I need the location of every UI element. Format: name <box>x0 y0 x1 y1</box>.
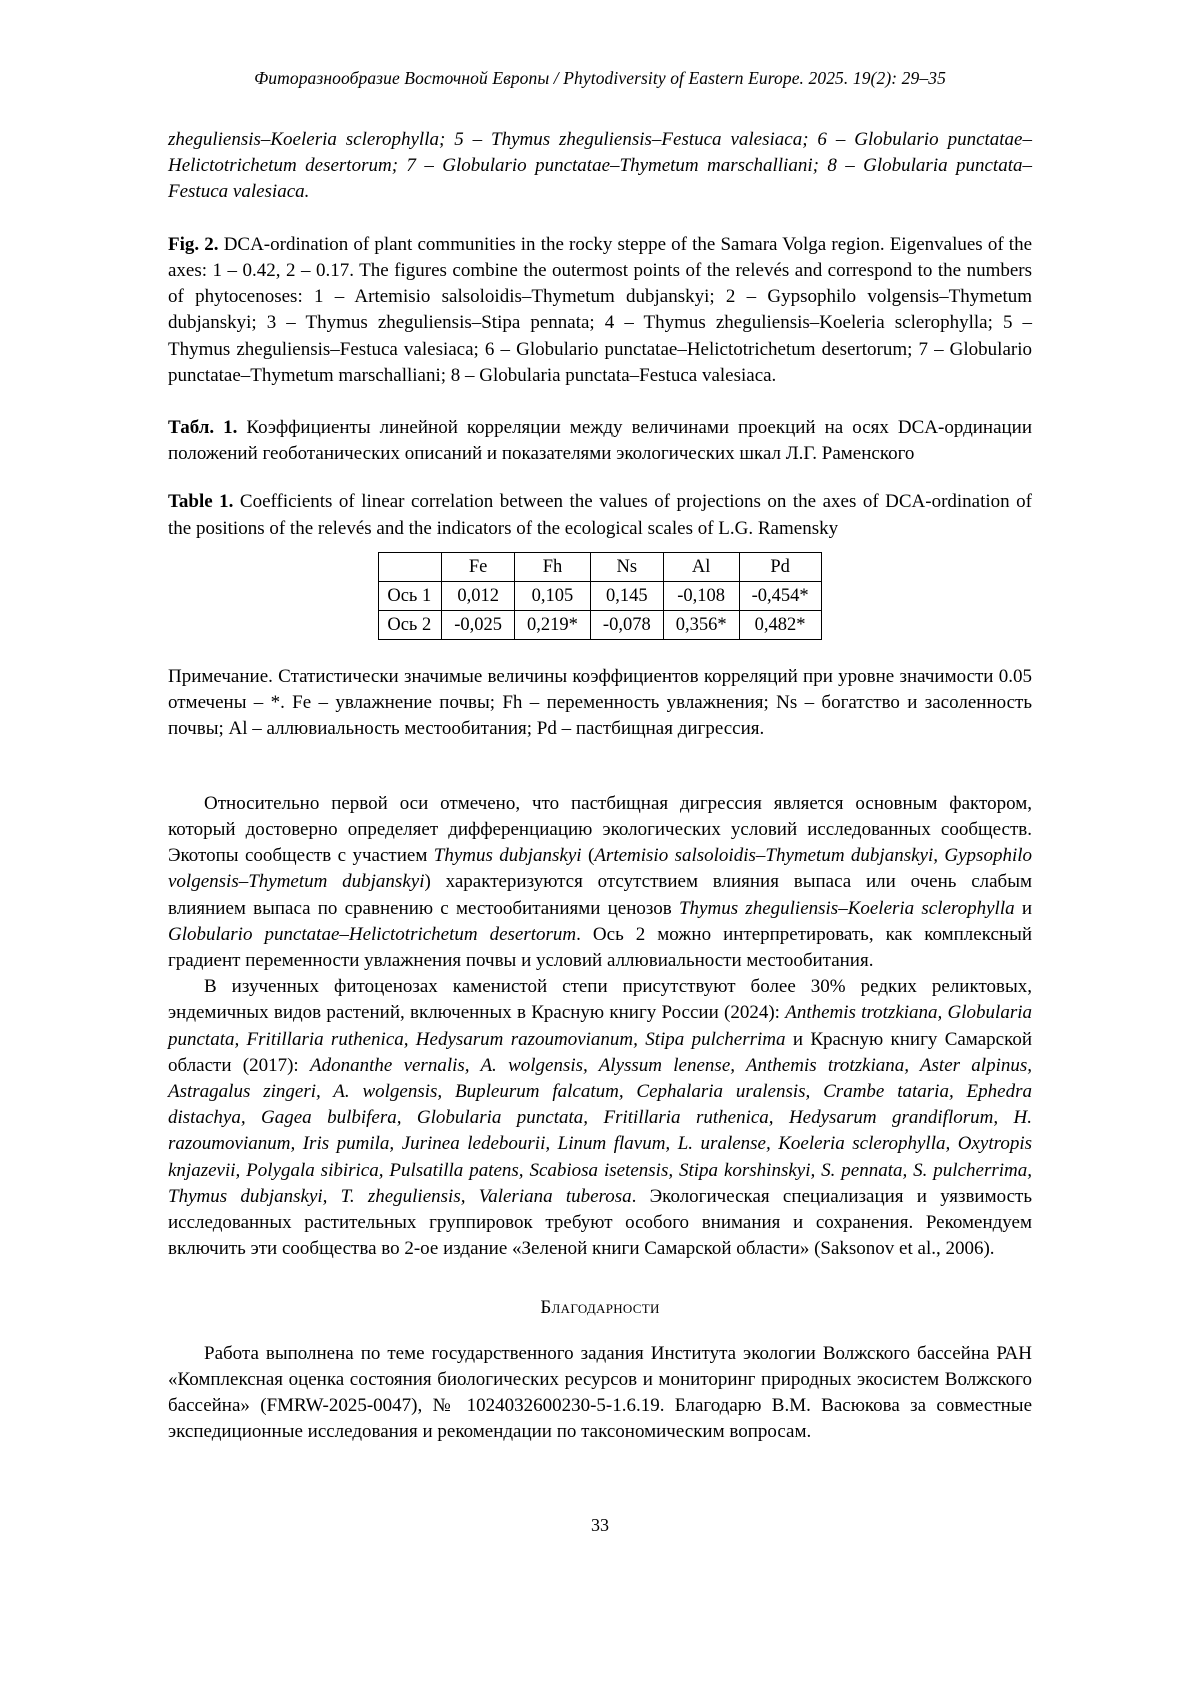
page-number: 33 <box>591 1515 609 1536</box>
table-row-header: Ось 1 <box>379 581 442 610</box>
taxon-list: Anthemis trotzkiana, Globularia punctata, Fritillaria ruthenica, Hedysarum razoumovianum, Stipa pulcherrima <box>168 1002 1032 1050</box>
spacer <box>168 650 1032 664</box>
table-cell: 0,105 <box>515 581 591 610</box>
table-caption-ru-text: Коэффициенты линейной корреляции между величинами проекций на осях DCA-ординации положений геоботанических описаний и показателями экологических шкал Л.Г. Раменского <box>168 416 1033 465</box>
body-text: . Ось 2 можно интерпретировать, как комплексный градиент переменности увлажнения почвы и условий аллювиальности местообитания. <box>168 923 1032 971</box>
table-cell: -0,025 <box>442 610 515 639</box>
table-cell: 0,145 <box>590 581 663 610</box>
table-caption-en-label: Table 1. <box>168 491 234 513</box>
table-cell: -0,078 <box>590 610 663 639</box>
table-cell: -0,454* <box>739 581 821 610</box>
table-column-header: Fh <box>515 552 591 581</box>
table-caption-en-text: Coefficients of linear correlation between the values of projections on the axes of DCA-ordination of the positions of the relevés and the indicators of the ecological scales of L.G. Ramensky <box>168 491 1032 539</box>
body-text: . Экологическая специализация и уязвимость исследованных растительных группировок требуют особого внимания и сохранения. Рекомендуем включить эти сообщества во 2-ое издание «Зеленой книги Самарской области» (Saksonov et al., 2006). <box>168 1185 1032 1260</box>
body-text: В изученных фитоценозах каменистой степи присутствуют более 30% редких реликтовых, эндемичных видов растений, включенных в Красную книгу России (2024): <box>168 976 1032 1024</box>
taxon-list: Adonanthe vernalis, A. wolgensis, Alyssum lenense, Anthemis trotzkiana, Aster alpinus, Astragalus zingeri, A. wolgensis, Bupleurum falcatum, Cephalaria uralensis, Crambe tataria, Ephedra distachya, Gagea bulbifera, Globularia punctata, Fritillaria ruthenica, Hedysarum grandiflorum, H. razoumovianum, Iris pumila, Jurinea ledebourii, Linum flavum, L. uralense, Koeleria sclerophylla, Oxytropis knjazevii, Polygala sibirica, Pulsatilla patens, Scabiosa isetensis, Stipa korshinskyi, S. pennata, S. pulcherrima, Thymus dubjanskyi, T. zheguliensis, Valeriana tuberosa <box>168 1054 1032 1207</box>
table-column-header: Al <box>663 552 739 581</box>
table-header-row <box>379 552 821 581</box>
taxon-name: Artemisio salsoloidis–Thymetum dubjanskyi, Gypsophilo volgensis–Thymetum dubjanskyi <box>168 845 1033 893</box>
body-text: Относительно первой оси отмечено, что пастбищная дигрессия является основным фактором, который достоверно определяет дифференциацию экологических условий исследованных сообществ. Экотопы сообществ с участием <box>168 792 1032 867</box>
figure-caption <box>168 232 1032 389</box>
taxon-name: Thymus zheguliensis–Koeleria sclerophylla <box>678 897 1015 919</box>
table-row-header: Ось 2 <box>379 610 442 639</box>
body-paragraph-1 <box>168 791 1032 975</box>
taxon-name: Globulario punctatae–Helictotrichetum desertorum <box>168 923 577 945</box>
acknowledgements-paragraph: Работа выполнена по теме государственного задания Института экологии Волжского бассейна РАН «Комплексная оценка состояния биологических ресурсов и мониторинг природных экосистем Волжского бассейна» (FMRW-2025-0047), № 1024032600230-5-1.6.19. Благодарю В.М. Васюкова за совместные экспедиционные исследования и рекомендации по таксономическим вопросам. <box>168 1342 1032 1443</box>
table-note: Примечание. Статистически значимые величины коэффициентов корреляций при уровне значимости 0.05 отмечены – *. Fe – увлажнение почвы; Fh – переменность увлажнения; Ns – богатство и засоленность почвы; Al – аллювиальность местообитания; Pd – пастбищная дигрессия. <box>168 665 1032 740</box>
table-column-header: Fe <box>442 552 515 581</box>
table-cell: 0,482* <box>739 610 821 639</box>
table-cell: 0,219* <box>515 610 591 639</box>
acknowledgements-heading: Благодарности <box>540 1296 660 1318</box>
table-column-header: Pd <box>739 552 821 581</box>
figure-caption-text: DCA-ordination of plant communities in the rocky steppe of the Samara Volga region. Eigenvalues of the axes: 1 – 0.42, 2 – 0.17. The figures combine the outermost points of the relevés and correspond to the numbers of phytocenoses: 1 – Artemisio salsoloidis–Thymetum dubjanskyi; 2 – Gypsophilo volgensis–Thymetum dubjanskyi; 3 – Thymus zheguliensis–Stipa pennata; 4 – Thymus zheguliensis–Koeleria sclerophylla; 5 – Thymus zheguliensis–Festuca valesiaca; 6 – Globulario punctatae–Helictotrichetum desertorum; 7 – Globulario punctatae–Thymetum marschalliani; 8 – Globularia punctata–Festuca valesiaca. <box>168 233 1033 386</box>
body-text: и Красную книгу Самарской области (2017): <box>168 1028 1033 1076</box>
table-caption-ru <box>168 415 1032 467</box>
table-column-header: Ns <box>590 552 663 581</box>
table-row <box>379 581 821 610</box>
running-head: Фиторазнообразие Восточной Европы / Phytodiversity of Eastern Europe. 2025. 19(2): 29–35 <box>254 68 946 88</box>
table-caption-en <box>168 489 1032 541</box>
table-cell: -0,108 <box>663 581 739 610</box>
body-paragraph-2 <box>168 974 1032 1262</box>
table-cell: 0,012 <box>442 581 515 610</box>
body-text: ( <box>581 845 595 867</box>
table-cell: 0,356* <box>663 610 739 639</box>
correlation-table <box>378 552 821 640</box>
spacer <box>168 769 1032 791</box>
body-text: и <box>1014 897 1033 919</box>
body-text: ) характеризуются отсутствием влияния выпаса или очень слабым влиянием выпаса по сравнению с местообитаниями ценозов <box>168 871 1032 919</box>
figure-label: Fig. 2. <box>168 233 219 255</box>
table-caption-ru-label: Табл. 1. <box>168 416 238 438</box>
table-corner-cell <box>379 552 442 581</box>
taxon-name: Thymus dubjanskyi <box>433 845 582 867</box>
table-row <box>379 610 821 639</box>
top-continuation-paragraph: zheguliensis–Koeleria sclerophylla; 5 – Thymus zheguliensis–Festuca valesiaca; 6 – Globulario punctatae–Helictotrichetum desertorum; 7 – Globulario punctatae–Thymetum marschalliani; 8 – Globularia punctata–Festuca valesiaca. <box>168 129 1032 203</box>
